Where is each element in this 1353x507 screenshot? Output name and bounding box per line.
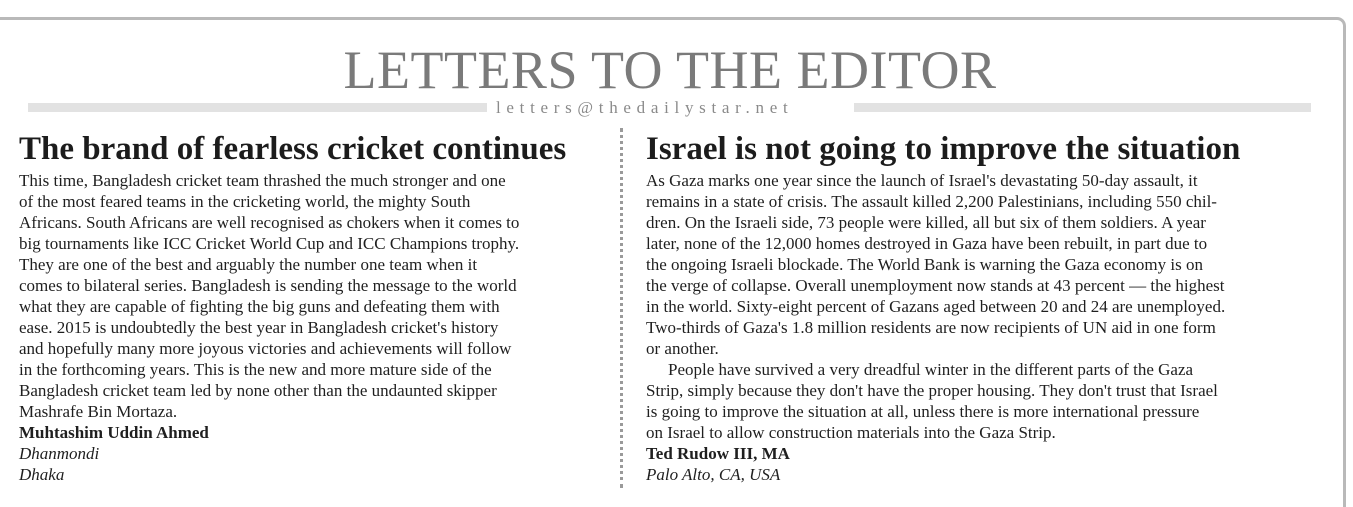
title-rule-left xyxy=(28,103,487,112)
body-line: on Israel to allow construction materials into the Gaza Strip. xyxy=(646,423,1056,442)
body-line: comes to bilateral series. Bangladesh is sending the message to the world xyxy=(19,276,517,295)
body-line: Two-thirds of Gaza's 1.8 million residents are now recipients of UN aid in one form xyxy=(646,318,1216,337)
letter-headline: The brand of fearless cricket continues xyxy=(19,131,567,167)
title-rule-right xyxy=(854,103,1311,112)
body-line: They are one of the best and arguably the number one team when it xyxy=(19,255,478,274)
body-line: is going to improve the situation at all, unless there is more international pressure xyxy=(646,402,1200,421)
body-line: what they are capable of fighting the big guns and defeating them with xyxy=(19,297,500,316)
body-line: Bangladesh cricket team led by none other than the undaunted skipper xyxy=(19,381,497,400)
letter-cricket xyxy=(19,128,609,485)
body-line: of the most feared teams in the cricketing world, the mighty South xyxy=(19,192,471,211)
body-line: in the forthcoming years. This is the new and more mature side of the xyxy=(19,360,492,379)
section-title: LETTERS TO THE EDITOR xyxy=(343,40,997,100)
body-line: remains in a state of crisis. The assault killed 2,200 Palestinians, including 550 chil- xyxy=(646,192,1217,211)
body-line: Africans. South Africans are well recognised as chokers when it comes to xyxy=(19,213,520,232)
author-location: Palo Alto, CA, USA xyxy=(646,465,781,484)
body-line: People have survived a very dreadful winter in the different parts of the Gaza xyxy=(668,360,1194,379)
letter-author: Ted Rudow III, MA xyxy=(646,444,790,463)
body-line: As Gaza marks one year since the launch of Israel's devastating 50-day assault, it xyxy=(646,171,1198,190)
body-line: This time, Bangladesh cricket team thrashed the much stronger and one xyxy=(19,171,506,190)
author-city: Dhaka xyxy=(19,465,65,484)
body-line: or another. xyxy=(646,339,719,358)
body-line: Strip, simply because they don't have the proper housing. They don't trust that Israel xyxy=(646,381,1218,400)
letter-body xyxy=(19,170,609,422)
body-line: the ongoing Israeli blockade. The World Bank is warning the Gaza economy is on xyxy=(646,255,1203,274)
letter-body xyxy=(646,170,1326,443)
body-line: ease. 2015 is undoubtedly the best year in Bangladesh cricket's history xyxy=(19,318,499,337)
editor-email: letters@thedailystar.net xyxy=(496,98,794,117)
body-line: and hopefully many more joyous victories and achievements will follow xyxy=(19,339,512,358)
body-line: dren. On the Israeli side, 73 people were killed, all but six of them soldiers. A year xyxy=(646,213,1206,232)
letter-headline: Israel is not going to improve the situation xyxy=(646,131,1241,167)
body-line: later, none of the 12,000 homes destroyed in Gaza have been rebuilt, in part due to xyxy=(646,234,1208,253)
body-line: Mashrafe Bin Mortaza. xyxy=(19,402,178,421)
body-line: the verge of collapse. Overall unemployment now stands at 43 percent — the highest xyxy=(646,276,1225,295)
body-line: big tournaments like ICC Cricket World Cup and ICC Champions trophy. xyxy=(19,234,520,253)
column-divider xyxy=(620,128,623,488)
letter-gaza xyxy=(646,128,1326,485)
author-location: Dhanmondi xyxy=(19,444,100,463)
body-line: in the world. Sixty-eight percent of Gazans aged between 20 and 24 are unemployed. xyxy=(646,297,1226,316)
letter-author: Muhtashim Uddin Ahmed xyxy=(19,423,209,442)
